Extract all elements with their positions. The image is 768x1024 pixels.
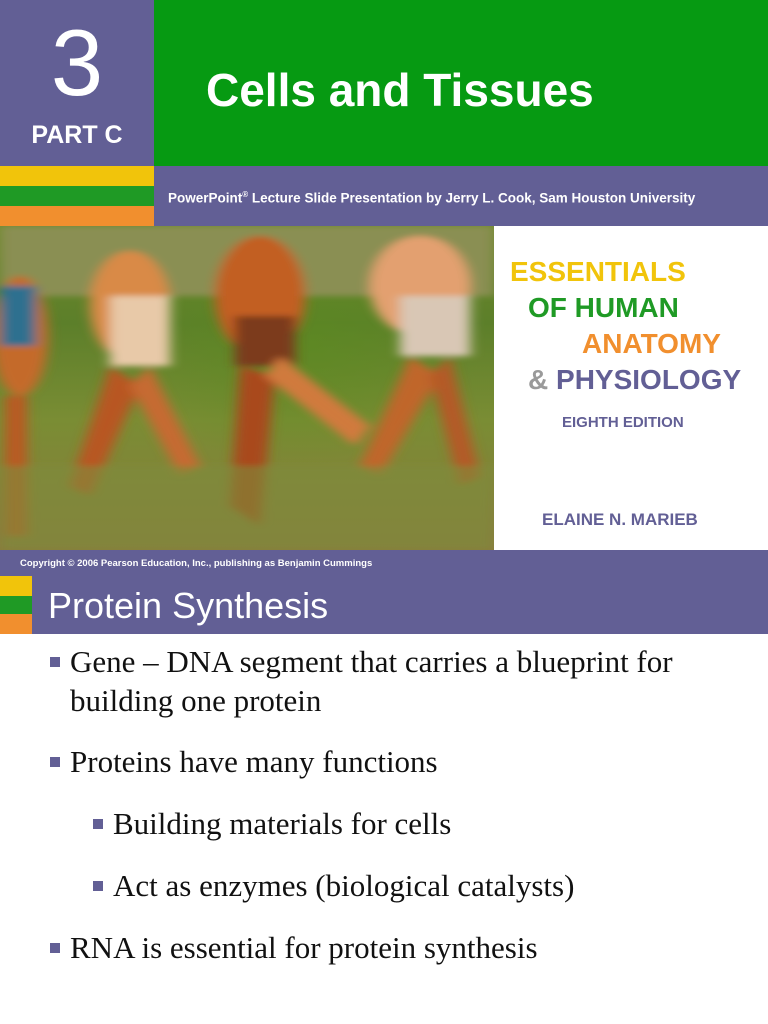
presentation-credit: PowerPoint® Lecture Slide Presentation by Jerry L. Cook, Sam Houston University	[168, 190, 696, 206]
book-title-line-2: OF HUMAN	[528, 292, 679, 323]
bullet-item	[70, 928, 730, 967]
decorative-stripe-yellow-small	[0, 576, 32, 596]
chapter-box	[0, 0, 154, 166]
sub-bullet-item	[113, 804, 733, 843]
chapter-part: PART C	[31, 121, 123, 149]
book-title-line-3: ANATOMY	[582, 328, 721, 359]
slide-title: Cells and Tissues	[206, 64, 594, 116]
bullet-text: RNA is essential for protein synthesis	[70, 930, 538, 965]
bullet-square-icon	[93, 819, 103, 829]
book-edition: EIGHTH EDITION	[562, 414, 684, 431]
credit-bar	[154, 166, 768, 226]
section-title: Protein Synthesis	[48, 585, 329, 626]
bullet-square-icon	[50, 657, 60, 667]
section-header-bar	[32, 576, 768, 634]
book-title-line-4: & PHYSIOLOGY	[528, 364, 742, 395]
bullet-text: Gene – DNA segment that carries a blueprint for building one protein	[70, 644, 673, 718]
sub-bullet-item	[113, 866, 733, 905]
bullet-item	[70, 742, 730, 781]
bullet-text: Building materials for cells	[113, 806, 452, 841]
bullet-square-icon	[93, 881, 103, 891]
title-banner	[154, 0, 768, 166]
bullet-square-icon	[50, 943, 60, 953]
bullet-square-icon	[50, 757, 60, 767]
decorative-stripe-orange	[0, 206, 154, 226]
book-title-line-1: ESSENTIALS	[510, 256, 686, 287]
decorative-stripe-green-small	[0, 596, 32, 614]
bullet-item	[70, 642, 730, 720]
decorative-stripe-orange-small	[0, 614, 32, 634]
chapter-number: 3	[50, 10, 104, 115]
book-author: ELAINE N. MARIEB	[542, 510, 698, 529]
copyright-text: Copyright © 2006 Pearson Education, Inc., publishing as Benjamin Cummings	[20, 558, 373, 569]
decorative-stripe-green	[0, 186, 154, 206]
bullet-text: Act as enzymes (biological catalysts)	[113, 868, 575, 903]
copyright-bar	[0, 550, 768, 576]
decorative-stripe-yellow	[0, 166, 154, 186]
runners-photo	[0, 226, 494, 550]
book-cover	[494, 226, 768, 550]
bullet-text: Proteins have many functions	[70, 744, 438, 779]
